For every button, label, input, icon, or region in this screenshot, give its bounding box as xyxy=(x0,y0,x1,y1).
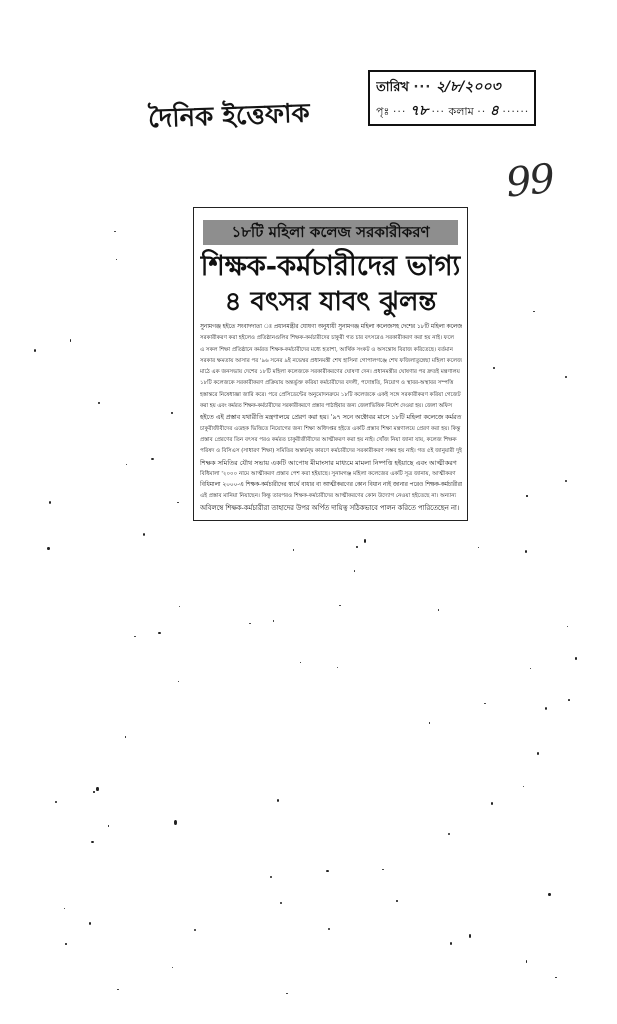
scan-speck xyxy=(98,402,100,403)
scan-speck xyxy=(364,539,367,542)
stamp-page-value: ৭৮ xyxy=(409,103,429,119)
stamp-date-label: তারিখ xyxy=(376,80,409,95)
article-body-line: শিক্ষক সমিতির যৌথ সভায় একটি আপোষ মীমাংসার মাধ্যমে মামলা নিষ্পত্তি হইয়াছে এবং আত্মীকরণ xyxy=(200,458,457,467)
scan-speck xyxy=(64,908,65,909)
scan-speck xyxy=(396,900,398,902)
newspaper-clipping xyxy=(193,207,468,521)
scan-speck xyxy=(96,787,98,791)
scan-speck xyxy=(114,231,116,233)
article-body-line: করা হয় এবং কর্মরত শিক্ষক-কর্মচারীদের সরকারীকরণে প্রস্তাব পাঠাইবার জন্য জেলাভিত্তিক নির্দেশ দেওয়া হয়। জেলা অফিস xyxy=(200,403,452,410)
scan-speck xyxy=(526,495,528,496)
scan-speck xyxy=(356,546,358,548)
scan-speck xyxy=(337,667,338,668)
scan-speck xyxy=(194,929,196,931)
scan-speck xyxy=(70,339,72,342)
scan-speck xyxy=(117,989,119,991)
article-body-line: সরকারীকরণ করা হইলেও প্রতিষ্ঠানগুলির শিক্ষক-কর্মচারীদের চাকুরী গত চার বৎসরেও সরকারীকরণ করা হয় নাই। ফলে xyxy=(200,335,454,342)
scan-speck xyxy=(326,870,329,872)
scan-speck xyxy=(565,480,567,482)
article-body-line: মাঠে এক জনসভায় দেশের ১৮টি মহিলা কলেজকে সরকারীকরণের ঘোষণা দেন। প্রধানমন্ত্রীর ঘোষণার পর দ্রুতই মন্ত্রণালয় xyxy=(200,369,460,376)
scan-speck xyxy=(300,662,301,663)
scan-speck xyxy=(273,620,274,622)
scan-speck xyxy=(108,825,110,827)
scan-speck xyxy=(555,977,556,978)
article-body-line: সুনামগঞ্জ হইতে সংবাদদাতা ঃ প্রধানমন্ত্রীর ঘোষণা অনুযায়ী সুনামগঞ্জ মহিলা কলেজসহ দেশের ১৮টি মহিলা কলেজ xyxy=(200,324,462,330)
stamp-dots: ······ xyxy=(502,105,530,118)
scan-speck xyxy=(49,501,51,504)
stamp-dots: ·· xyxy=(477,105,487,118)
stamp-column-label: কলাম xyxy=(448,105,474,118)
scan-speck xyxy=(126,464,127,465)
scan-speck xyxy=(478,547,479,548)
scan-speck xyxy=(89,922,92,925)
scan-speck xyxy=(429,722,431,724)
scan-speck xyxy=(469,934,471,938)
scan-speck xyxy=(568,699,570,701)
scan-speck xyxy=(177,502,179,503)
scan-speck xyxy=(174,820,177,825)
article-body-line: বিধিমালা ২০০০-এ শিক্ষক-কর্মচারীদের স্বার্থে বাধার বা আত্মীকরণের কোন বিধান নাই জানার পরেও শিক্ষক-কর্মচারীরা xyxy=(200,482,462,489)
article-body-line: এ সকল শিক্ষা প্রতিষ্ঠানে কর্মরত শিক্ষক-কর্মচারীদের মধ্যে হতাশা, আর্থিক সংকট ও অসন্তোষ বিরাজ করিতেছে। বর্তমান xyxy=(200,346,453,353)
article-body xyxy=(200,322,462,514)
article-body-line: হস্তান্তরে নিষেধাজ্ঞা জারি করে। পরে প্রেসিডেন্টের অনুমোদনক্রমে ১৮টি কলেজকে একই সঙ্গে সরকারীকরণ করিয়া গেজেট xyxy=(200,391,461,398)
scan-speck xyxy=(545,707,548,711)
scan-speck xyxy=(548,893,551,896)
scan-speck xyxy=(354,570,355,572)
article-body-line: হইতে এই প্রস্তাব যথারীতি মন্ত্রণালয়ে প্রেরণ করা হয়। '৯৭ সনে অক্টোবর মাসে ১৮টি মহিলা কলেজে কর্মরত xyxy=(200,414,462,422)
scan-speck xyxy=(526,960,528,963)
article-body-line: চাকুরীজীবীদের এডহক ভিত্তিতে নিয়োগের জন্য শিক্ষা অধিদপ্তর হইতে একটি প্রস্তাব শিক্ষা মন্ত্রণালয়ে প্রেরণ করা হয়। কিন্তু xyxy=(200,425,461,432)
scan-speck xyxy=(565,376,567,378)
scan-speck xyxy=(438,609,440,611)
scan-speck xyxy=(134,636,136,637)
article-body-line: পরিষদ ও বিসিএস (সাধারণ শিক্ষা) সমিতির অন্তর্দ্বন্দ্ব কারণে কর্মচারীদের সরকারীকরণ সম্ভব হয় নাই। গত ৫ই জানুয়ারী দুই xyxy=(200,448,462,455)
scan-speck xyxy=(530,668,531,669)
scan-speck xyxy=(151,458,154,460)
scan-speck xyxy=(125,736,127,738)
scan-speck xyxy=(93,791,96,793)
stamp-page-label: পৃঃ xyxy=(376,105,390,118)
scan-speck xyxy=(448,833,450,835)
scan-speck xyxy=(286,993,288,995)
scan-speck xyxy=(55,801,57,803)
scan-speck xyxy=(65,943,67,945)
scan-speck xyxy=(143,533,146,536)
scan-speck xyxy=(280,902,282,905)
stamp-dots: ··· xyxy=(413,80,432,95)
scan-speck xyxy=(171,412,174,414)
article-body-line: এই প্রস্তাব মানিয়া নিয়াছেন। কিন্তু তারপরও শিক্ষক-কর্মচারীদের আত্মীকরণের কোন উদ্যোগ নেওয়া হইতেছে না। অন্যান্য xyxy=(200,493,457,500)
scan-speck xyxy=(249,623,251,624)
article-body-line: সরকার ক্ষমতায় আসার পর '৯৬ সনের ৯ই নভেম্বর প্রধানমন্ত্রী শেখ হাসিনা গোপালগঞ্জে শেখ ফজিলাতুন্নেছা মহিলা কলেজ xyxy=(200,357,462,364)
scan-speck xyxy=(34,349,37,352)
scan-speck xyxy=(270,876,272,878)
scan-speck xyxy=(537,752,539,755)
article-headline-line1: শিক্ষক-কর্মচারীদের ভাগ্য xyxy=(200,250,461,282)
article-headline-line2: ৪ বৎসর যাবৎ ঝুলন্ত xyxy=(224,287,437,317)
scan-speck xyxy=(523,786,524,787)
scan-speck xyxy=(328,928,330,930)
article-body-line: প্রস্তাব প্রেরণের তিন বৎসর পরও কর্মরত চাকুরীজীবীদের আত্মীকরণ করা হয় নাই। খোঁজ নিয়া জানা যায়, কলেজ শিক্ষক xyxy=(200,436,457,443)
scan-speck xyxy=(47,547,50,550)
scan-speck xyxy=(382,869,384,870)
scan-speck xyxy=(158,632,160,634)
scan-speck xyxy=(493,367,495,369)
scan-speck xyxy=(172,967,173,968)
article-body-line: অবিলম্বে শিক্ষক-কর্মচারীরা তাহাদের উপর অর্পিত দায়িত্ব সঠিকভাবে পালন করিতে পারিতেছেন না। xyxy=(200,503,460,512)
archive-stamp xyxy=(368,70,536,126)
scan-speck xyxy=(91,841,94,844)
scan-speck xyxy=(293,549,294,550)
scan-speck xyxy=(339,605,340,606)
scan-speck xyxy=(525,550,527,553)
scan-speck xyxy=(575,657,577,659)
stamp-column-value: ৪ xyxy=(489,103,499,119)
scan-speck xyxy=(178,681,179,683)
stamp-page-row xyxy=(376,100,532,122)
scan-speck xyxy=(116,259,117,260)
scan-speck xyxy=(533,311,535,313)
article-kicker-banner: ১৮টি মহিলা কলেজ সরকারীকরণ xyxy=(203,220,458,245)
stamp-dots: ··· xyxy=(392,105,407,118)
stamp-date-value: ২/৮/২০০৩ xyxy=(435,79,501,95)
scan-speck xyxy=(491,802,493,804)
stamp-dots: ··· xyxy=(431,105,446,118)
scan-speck xyxy=(567,626,568,627)
newspaper-masthead: দৈনিক ইত্তেফাক xyxy=(147,98,311,135)
handwritten-page-number: 99 xyxy=(503,155,556,207)
article-body-line: ১৮টি কলেজকে সরকারীকরণ প্রক্রিয়ায় অন্তর্ভুক্ত করিয়া কর্মচারীদের বদলী, পদোন্নতি, নিয়োগ ও স্থাবর-অস্থাবর সম্পত্তি xyxy=(200,380,454,387)
article-body-line: বিধিমালা '২০০০ নামে আত্মীকরণ প্রস্তাব পেশ করা হইয়াছে। সুনামগঞ্জ মহিলা কলেজের একটি সূত্র জানায়, আত্মীকরণ xyxy=(200,470,456,477)
scan-speck xyxy=(277,799,279,802)
scan-speck xyxy=(179,606,180,607)
scan-speck xyxy=(484,703,486,704)
scan-speck xyxy=(450,942,452,945)
stamp-date-row xyxy=(376,76,532,98)
